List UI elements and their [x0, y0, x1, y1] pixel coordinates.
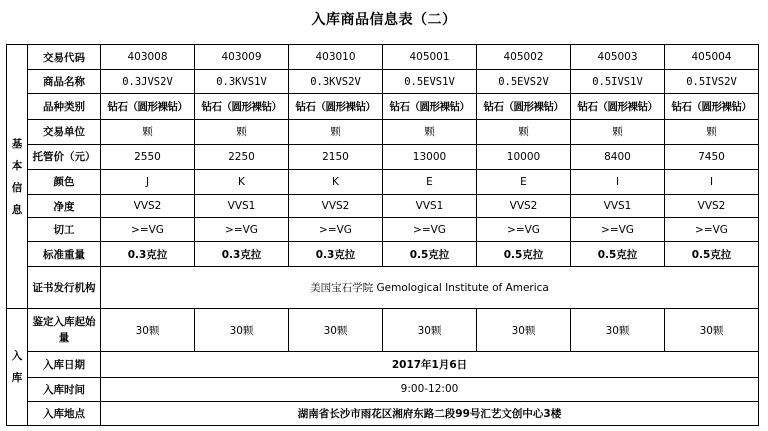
cell-start_qty: 30颗	[477, 309, 571, 352]
cell-code: 405001	[383, 45, 477, 70]
row-label-time: 入库时间	[28, 377, 101, 401]
cell-cut: >=VG	[665, 218, 759, 242]
cell-clarity: VVS2	[665, 195, 759, 218]
cell-color: K	[289, 169, 383, 194]
row-label-clarity: 净度	[28, 195, 101, 218]
table-row-weight	[7, 242, 759, 267]
section-char: 入	[11, 350, 23, 363]
row-label-category: 品种类别	[28, 94, 101, 119]
cell-price: 2250	[195, 144, 289, 169]
row-label-code: 交易代码	[28, 45, 101, 70]
cell-unit: 颗	[195, 119, 289, 144]
cell-code: 405002	[477, 45, 571, 70]
table-row-date	[7, 352, 759, 377]
cell-name: 0.3JVS2V	[101, 70, 195, 94]
table-row-time	[7, 377, 759, 401]
cell-name: 0.3KVS1V	[195, 70, 289, 94]
cell-name: 0.5EVS2V	[477, 70, 571, 94]
cell-start_qty: 30颗	[383, 309, 477, 352]
cell-color: J	[101, 169, 195, 194]
table-row-start_qty	[7, 309, 759, 352]
section-label-basic	[7, 45, 28, 309]
cell-color: I	[571, 169, 665, 194]
cell-start_qty: 30颗	[195, 309, 289, 352]
row-label-place: 入库地点	[28, 401, 101, 425]
cell-name: 0.5EVS1V	[383, 70, 477, 94]
cell-category: 钻石（圆形裸钻）	[571, 94, 665, 119]
cell-weight: 0.5克拉	[571, 242, 665, 267]
row-label-weight: 标准重量	[28, 242, 101, 267]
cell-cut: >=VG	[477, 218, 571, 242]
row-label-price: 托管价（元）	[28, 144, 101, 169]
cell-cut: >=VG	[571, 218, 665, 242]
cell-color: E	[477, 169, 571, 194]
page-title: 入库商品信息表（二）	[311, 12, 457, 28]
cell-start_qty: 30颗	[665, 309, 759, 352]
table-row-cut	[7, 218, 759, 242]
section-label-stock	[7, 309, 28, 426]
table-row-cert	[7, 267, 759, 309]
cell-unit: 颗	[101, 119, 195, 144]
cell-clarity: VVS1	[195, 195, 289, 218]
cell-unit: 颗	[383, 119, 477, 144]
cell-weight: 0.5克拉	[665, 242, 759, 267]
cell-price: 10000	[477, 144, 571, 169]
cell-cert: 美国宝石学院 Gemological Institute of America	[101, 267, 759, 309]
table-row-clarity	[7, 195, 759, 218]
section-char: 库	[11, 372, 23, 385]
cell-code: 405004	[665, 45, 759, 70]
cell-unit: 颗	[477, 119, 571, 144]
section-char: 信	[11, 181, 23, 194]
section-char: 基	[11, 137, 23, 150]
cell-weight: 0.3克拉	[195, 242, 289, 267]
table-row-name	[7, 70, 759, 94]
cell-name: 0.3KVS2V	[289, 70, 383, 94]
cell-price: 7450	[665, 144, 759, 169]
cell-time: 9:00-12:00	[101, 377, 759, 401]
cell-code: 403010	[289, 45, 383, 70]
cell-code: 403008	[101, 45, 195, 70]
cell-category: 钻石（圆形裸钻）	[477, 94, 571, 119]
cell-code: 405003	[571, 45, 665, 70]
section-char: 本	[11, 159, 23, 172]
cell-unit: 颗	[289, 119, 383, 144]
cell-category: 钻石（圆形裸钻）	[665, 94, 759, 119]
cell-code: 403009	[195, 45, 289, 70]
cell-category: 钻石（圆形裸钻）	[383, 94, 477, 119]
cell-category: 钻石（圆形裸钻）	[195, 94, 289, 119]
cell-price: 2550	[101, 144, 195, 169]
cell-weight: 0.3克拉	[101, 242, 195, 267]
cell-category: 钻石（圆形裸钻）	[101, 94, 195, 119]
section-char: 息	[11, 203, 23, 216]
row-label-unit: 交易单位	[28, 119, 101, 144]
row-label-date: 入库日期	[28, 352, 101, 377]
cell-unit: 颗	[571, 119, 665, 144]
cell-clarity: VVS2	[477, 195, 571, 218]
product-info-table	[6, 44, 759, 426]
row-label-color: 颜色	[28, 169, 101, 194]
cell-start_qty: 30颗	[101, 309, 195, 352]
cell-price: 8400	[571, 144, 665, 169]
cell-color: E	[383, 169, 477, 194]
table-row-unit	[7, 119, 759, 144]
cell-start_qty: 30颗	[289, 309, 383, 352]
cell-weight: 0.5克拉	[477, 242, 571, 267]
cell-clarity: VVS1	[571, 195, 665, 218]
cell-name: 0.5IVS2V	[665, 70, 759, 94]
cell-price: 13000	[383, 144, 477, 169]
table-row-place	[7, 401, 759, 425]
cell-cut: >=VG	[383, 218, 477, 242]
cell-clarity: VVS2	[289, 195, 383, 218]
row-label-start_qty: 鉴定入库起始量	[28, 309, 101, 352]
cell-date: 2017年1月6日	[101, 352, 759, 377]
table-row-color	[7, 169, 759, 194]
cell-clarity: VVS1	[383, 195, 477, 218]
cell-cut: >=VG	[195, 218, 289, 242]
row-label-name: 商品名称	[28, 70, 101, 94]
cell-cut: >=VG	[289, 218, 383, 242]
cell-color: K	[195, 169, 289, 194]
cell-name: 0.5IVS1V	[571, 70, 665, 94]
cell-place: 湖南省长沙市雨花区湘府东路二段99号汇艺文创中心3楼	[101, 401, 759, 425]
cell-cut: >=VG	[101, 218, 195, 242]
table-row-price	[7, 144, 759, 169]
cell-start_qty: 30颗	[571, 309, 665, 352]
cell-color: I	[665, 169, 759, 194]
table-row-category	[7, 94, 759, 119]
cell-price: 2150	[289, 144, 383, 169]
row-label-cert: 证书发行机构	[28, 267, 101, 309]
cell-weight: 0.5克拉	[383, 242, 477, 267]
cell-category: 钻石（圆形裸钻）	[289, 94, 383, 119]
cell-clarity: VVS2	[101, 195, 195, 218]
table-row-code	[7, 45, 759, 70]
row-label-cut: 切工	[28, 218, 101, 242]
cell-unit: 颗	[665, 119, 759, 144]
cell-weight: 0.3克拉	[289, 242, 383, 267]
